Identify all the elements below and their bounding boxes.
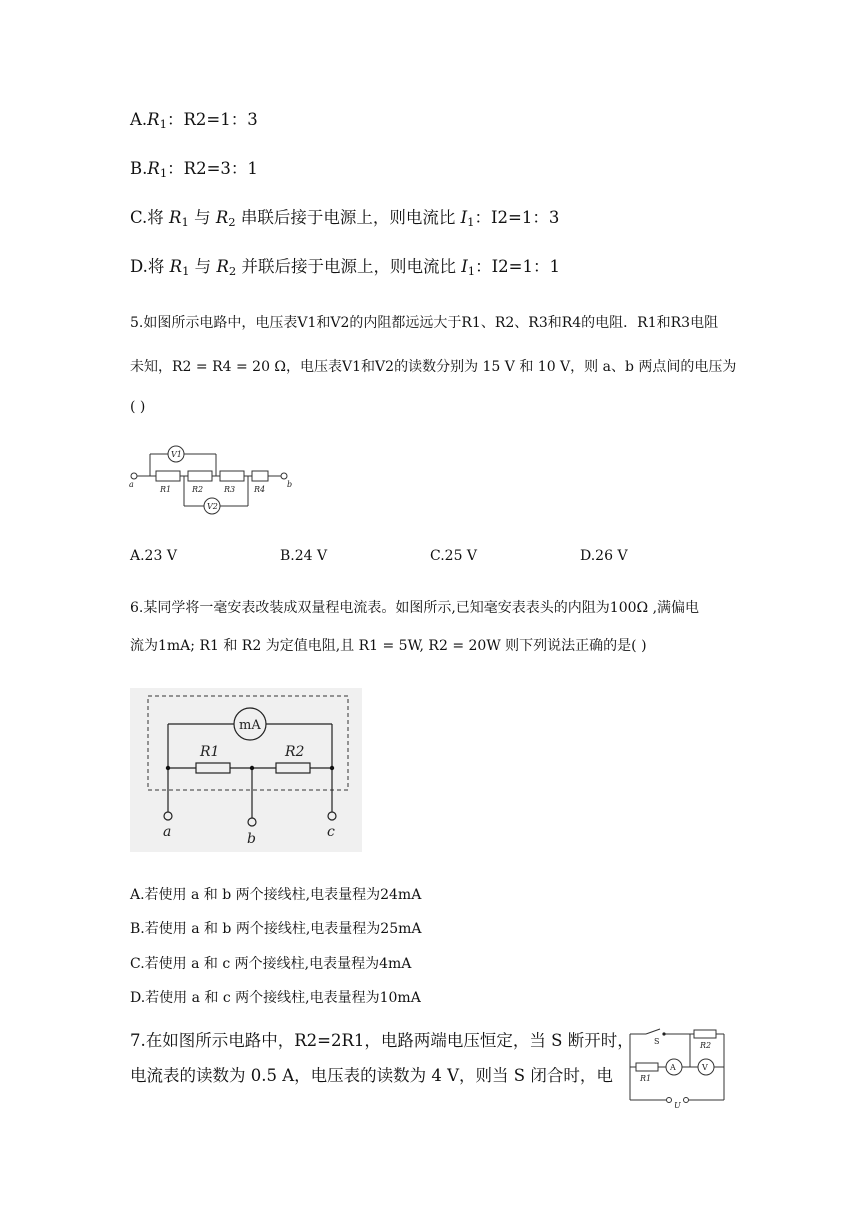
fig7-label-r2: R2 <box>700 1041 712 1050</box>
q4-option-a-text: ：R2=1：3 <box>166 110 258 129</box>
q5-option-b: B.24 V <box>280 548 328 564</box>
fig6-label-r1: R1 <box>200 744 220 760</box>
q6-option-d: D.若使用 a 和 c 两个接线柱,电表量程为10mA <box>130 990 421 1006</box>
q7-line-2: 电流表的读数为 0.5 A，电压表的读数为 4 V，则当 S 闭合时，电 <box>130 1066 613 1085</box>
q6-line-1: 6.某同学将一毫安表改装成双量程电流表。如图所示,已知毫安表表头的内阻为100Ω ,满偏电 <box>130 600 700 616</box>
fig5-label-v2: V2 <box>207 502 218 511</box>
q5-option-d: D.26 V <box>580 548 628 564</box>
q7-line-1: 7.在如图所示电路中，R2=2R1，电路两端电压恒定，当 S 断开时， <box>130 1031 634 1050</box>
q6-line-2: 流为1mA; R1 和 R2 为定值电阻,且 R1 = 5W, R2 = 20W 则下列说法正确的是( ) <box>130 638 647 654</box>
fig7-label-s: S <box>654 1037 660 1046</box>
fig6-label-b: b <box>247 831 256 847</box>
q5-line-2: 未知，R2 = R4 = 20 Ω，电压表V1和V2的读数分别为 15 V 和 10 V，则 a、b 两点间的电压为 <box>130 359 737 375</box>
q4-option-b: $B.R_1$：R2=3：1 <box>130 159 258 180</box>
figure-5-circuit <box>128 436 300 518</box>
figure-7-circuit <box>624 1024 730 1110</box>
q4-option-d: D.将 $R_1$ 与 $R_2$ 并联后接于电源上，则电流比 $I_1$：I2=1：1 <box>130 257 560 278</box>
fig5-label-r3: R3 <box>224 485 236 494</box>
fig7-label-v: V <box>702 1063 708 1072</box>
fig7-label-a: A <box>670 1063 676 1072</box>
fig6-label-ma: mA <box>239 718 261 733</box>
fig5-label-a: a <box>129 480 134 489</box>
fig5-label-r2: R2 <box>192 485 204 494</box>
q5-line-3: ( ) <box>130 399 146 415</box>
fig7-label-r1: R1 <box>640 1074 652 1083</box>
fig5-label-r4: R4 <box>254 485 266 494</box>
fig5-label-b: b <box>287 480 293 489</box>
fig5-label-v1: V1 <box>171 450 182 459</box>
q5-line-1: 5.如图所示电路中，电压表V1和V2的内阻都远远大于R1、R2、R3和R4的电阻．R1和R3电阻 <box>130 315 719 331</box>
q5-option-c: C.25 V <box>430 548 478 564</box>
q4-option-a: $A.R_1$：R2=1：3 <box>130 110 258 131</box>
q6-option-a: A.若使用 a 和 b 两个接线柱,电表量程为24mA <box>130 887 422 903</box>
q6-option-c: C.若使用 a 和 c 两个接线柱,电表量程为4mA <box>130 956 412 972</box>
fig6-label-c: c <box>327 824 335 840</box>
fig6-label-r2: R2 <box>285 744 305 760</box>
q4-option-b-text: ：R2=3：1 <box>167 159 258 178</box>
fig7-label-u: U <box>674 1101 681 1110</box>
q4-option-c: C.将 $R_1$ 与 $R_2$ 串联后接于电源上，则电流比 $I_1$：I2=1：3 <box>130 208 560 229</box>
fig6-label-a: a <box>163 824 172 840</box>
figure-6-circuit <box>130 688 362 852</box>
q6-option-b: B.若使用 a 和 b 两个接线柱,电表量程为25mA <box>130 921 422 937</box>
q5-option-a: A.23 V <box>130 548 177 564</box>
fig5-label-r1: R1 <box>160 485 172 494</box>
